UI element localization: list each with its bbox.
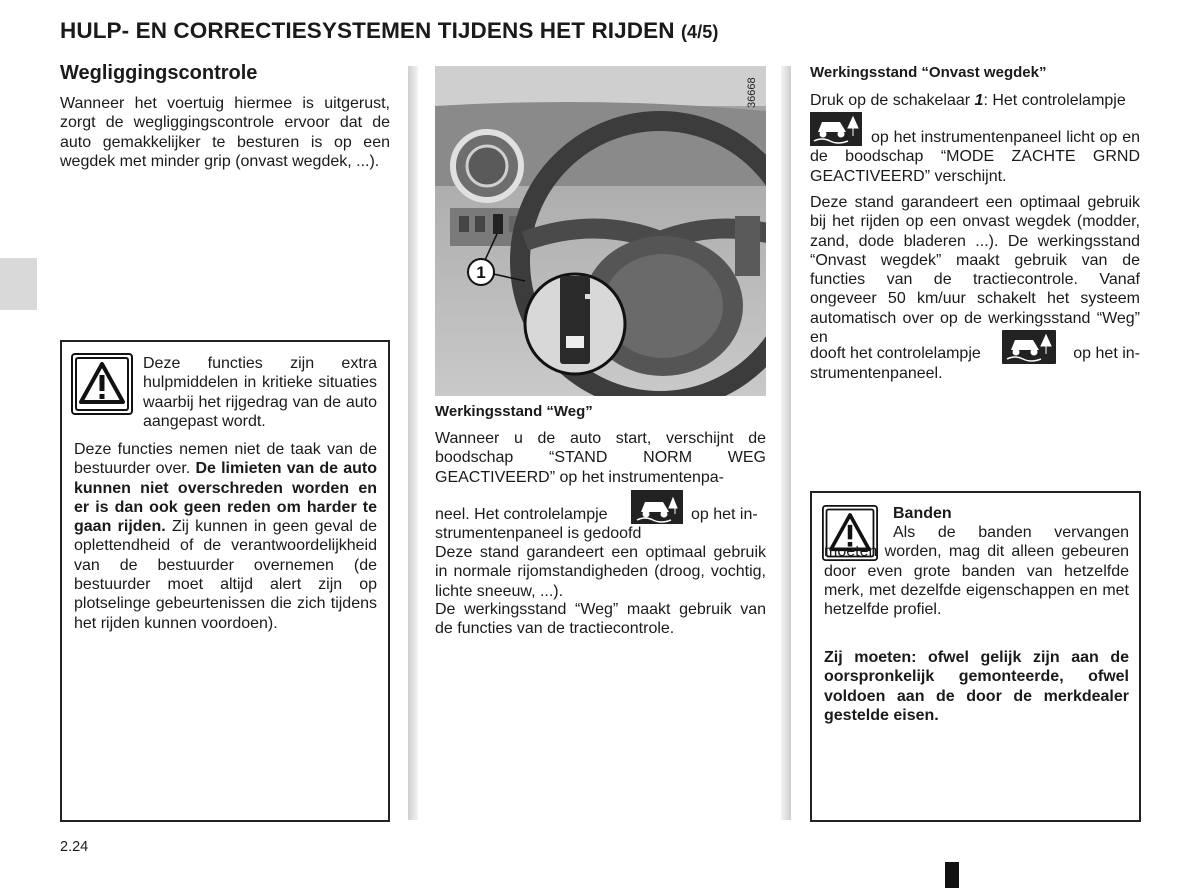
column-gutter-right [781,66,791,820]
warning-body [74,440,377,633]
switch-number: 1 [974,92,984,109]
page-title-part: (4/5) [680,22,719,42]
mode-road-heading: Werkingsstand “Weg” [435,403,593,420]
mode-rough-text-a: Druk op de schakelaar [810,92,971,109]
mode-road-text-b: neel. Het controlelampje [435,506,608,523]
warning-text-bold: De limieten van de auto kunnen niet overschreden worden en er is dan ook geen reden om harder te gaan rijden. [74,460,377,536]
page-title [60,18,718,44]
mode-road-line [435,490,766,524]
column-gutter-left [408,66,418,820]
tyre-bold: Zij moeten: ofwel gelijk zijn aan de oorspronkelijk gemonteerde, ofwel voldoen aan de door de merkdealer gestelde eisen. [824,649,1129,724]
mode-rough-text-b: : Het controlelampje [983,92,1126,109]
mode-rough-heading: Werkingsstand “Onvast wegdek” [810,64,1047,81]
mode-road-text-d: strumentenpaneel is gedoofd [435,525,642,542]
warning-triangle-icon [71,353,133,415]
mode-road-p3: De werkingsstand “Weg” maakt gebruik van de functies van de tractiecontrole. [435,601,766,638]
mode-rough-text-e: strumentenpaneel. [810,365,943,382]
warning-lead: Deze functies zijn extra hulpmiddelen in kritieke situaties waarbij het rijgedrag van de auto aangepast wordt. [143,355,377,430]
mode-road-p2: Deze stand garandeert een optimaal gebruik in normale rijomstandigheden (droog, vochtig, lichte sneeuw, ...). [435,544,766,600]
page-title-text: HULP- EN CORRECTIESYSTEMEN TIJDENS HET RIJDEN [60,18,675,43]
dashboard-photo [435,66,766,396]
mode-road-text-c: op het in- [691,506,758,523]
warning-text-b: Zij kunnen in geen geval de oplettendheid of de verantwoordelijkheid van de bestuurder overnemen (de bestuurder moet altijd alert zijn op plotselinge gebeurtenissen die zich tijdens het rijden kunnen voordoen). [74,518,377,632]
photo-callout: 1 [476,263,486,282]
section-heading: Wegliggingscontrole [60,62,258,84]
photo-ref: 36668 [746,77,758,108]
mode-rough-line [810,330,1140,366]
mode-rough-text-c: op het instrumentenpaneel licht op en de boodschap “MODE ZACHTE GRND GEACTIVEERD” verschijnt. [810,129,1140,185]
intro-paragraph: Wanneer het voertuig hiermee is uitgerust, zorgt de wegliggingscontrole ervoor dat de auto gemakkelijker te besturen is op een wegdek met minder grip (onvast wegdek, ...). [60,95,390,170]
warning-text-a: Deze functies nemen niet de taak van de bestuurder over. [74,441,377,478]
edge-marker [945,862,959,888]
tyre-text: Als de banden vervangen moeten worden, mag dit alleen gebeuren door even grote banden van hetzelfde merk, met dezelfde eigenschappen en met hetzelfde profiel. [824,524,1129,619]
mode-rough-p1 [810,91,1140,110]
mode-road-p1: Wanneer u de auto start, verschijnt de boodschap “STAND NORM WEG GEACTIVEERD” op het instrumentenpa- [435,430,766,486]
section-tab [0,258,37,310]
rough-terrain-car-icon-2 [1002,330,1056,364]
skid-car-icon [631,490,683,524]
page-number: 2.24 [60,839,89,855]
warning-box [60,340,390,822]
tyre-warning-box [810,491,1141,822]
mode-rough-text-d: dooft het controlelampje [810,345,981,362]
tyre-heading: Banden [893,505,952,522]
mode-rough-text-e1: op het in- [1073,345,1140,362]
mode-rough-p2: Deze stand garandeert een optimaal gebruik bij het rijden op een onvast wegdek (modder, zand, dode bladeren ...). De werkingsstand “Onvast wegdek” maakt gebruik van de functies van de tractiecontrole. Vanaf ongeveer 50 km/uur schakelt het systeem automatisch over op de werkingsstand “Weg” en [810,194,1140,347]
